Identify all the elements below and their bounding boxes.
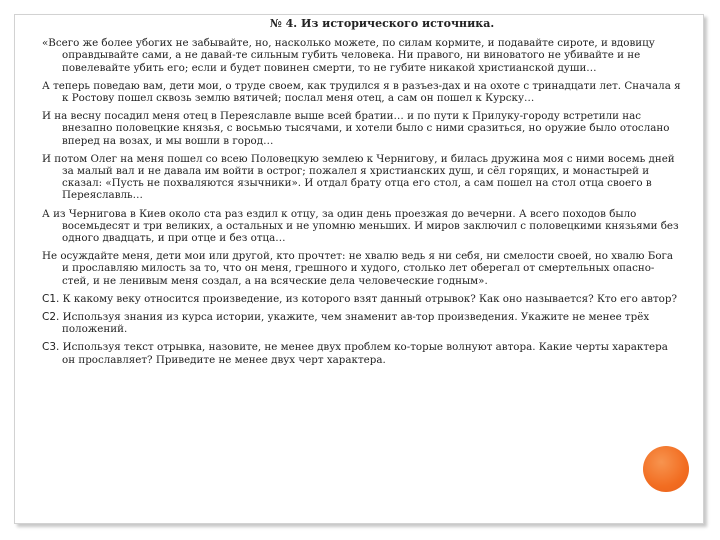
source-paragraph-2: А теперь поведаю вам, дети мои, о труде своем, как трудился я в разъез-дах и на охоте с тринадцати лет. Сначала я к Ростову пошел сквозь землю вятичей; послал меня отец, а сам он пошел к Курску… bbox=[42, 79, 681, 105]
question-c3 bbox=[42, 341, 682, 365]
source-paragraph-1: «Всего же более убогих не забывайте, но, насколько можете, по силам кормите, и подавайте сироте, и вдовицу оправдывайте сами, а не давай-те сильным губить человека. Ни правого, ни виноватого не убивайте и не повелевайте убить его; если и будет повинен смерти, то не губите никакой христианской души… bbox=[42, 37, 655, 74]
question-number: С3. bbox=[42, 341, 60, 354]
source-paragraph-3: И на весну посадил меня отец в Переяславле выше всей братии… и по пути к Прилуку-городу встретили нас внезапно половецкие князья, с восьмью тысячами, и хотели было с ними сразиться, но оружие было отослано вперед на возах, и мы вошли в город… bbox=[42, 110, 670, 147]
question-c2 bbox=[42, 311, 682, 335]
question-number: С2. bbox=[42, 311, 60, 324]
source-paragraph-6: Не осуждайте меня, дети мои или другой, кто прочтет: не хвалю ведь я ни себя, ни смелости своей, но хвалю Бога и прославляю милость за то, что он меня, грешного и худого, столько лет оберегал от смертельных опасно-стей, и не ленивым меня создал, а на всяческие дела человеческие годным». bbox=[42, 250, 674, 287]
source-paragraph-5: А из Чернигова в Киев около ста раз ездил к отцу, за один день проезжая до вечерни. А всего походов было восемьдесят и три великих, а остальных и не упомню меньших. И миров заключил с половецкими князьями без одного двадцать, и при отце и без отца… bbox=[42, 207, 679, 245]
orange-circle-decoration bbox=[643, 446, 689, 492]
question-text: К какому веку относится произведение, из которого взят данный отрывок? Как оно называется? Кто его автор? bbox=[62, 292, 677, 305]
question-text: Используя текст отрывка, назовите, не менее двух проблем ко-торые волнуют автора. Какие черты характера он прославляет? Приведите не менее двух черт характера. bbox=[62, 341, 668, 366]
page-title: № 4. Из исторического источника. bbox=[269, 17, 495, 30]
question-number: С1. bbox=[42, 292, 60, 305]
document-content bbox=[42, 18, 682, 372]
question-text: Используя знания из курса истории, укажите, чем знаменит ав-тор произведения. Укажите не менее трёх положений. bbox=[62, 311, 650, 336]
question-c1 bbox=[42, 293, 682, 305]
source-paragraph-4: И потом Олег на меня пошел со всею Половецкую землею к Чернигову, и билась дружина моя с ними восемь дней за малый вал и не давала им войти в острог; пожалел я христианских душ, и сёл горящих, и монастырей и сказал: «Пусть не похваляются язычники». И отдал брату отца его стол, а сам пошел на стол отца своего в Переяславль… bbox=[42, 152, 675, 202]
